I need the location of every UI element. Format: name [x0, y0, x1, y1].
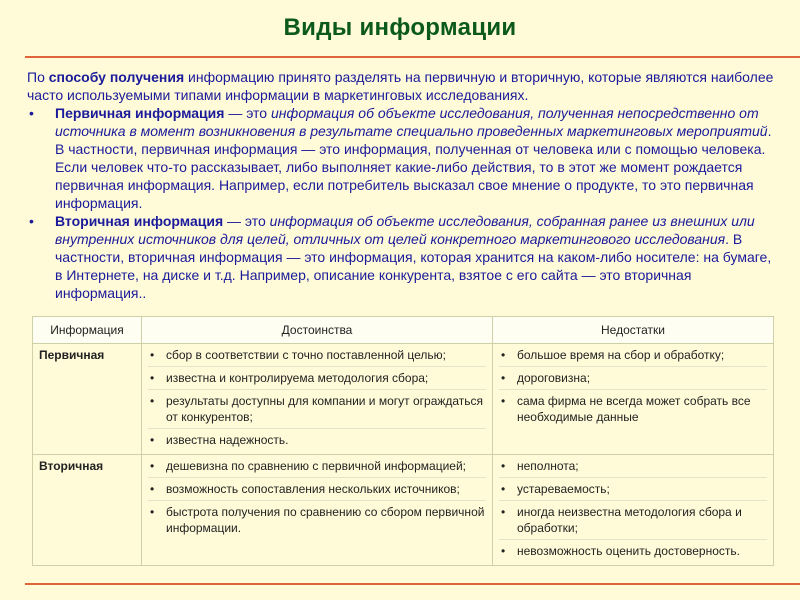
cons-cell: [493, 344, 774, 455]
table-header-row: [33, 317, 774, 344]
list-item: • дешевизна по сравнению с первичной информацией;: [148, 458, 486, 478]
bullet-primary: [27, 104, 779, 212]
table-row: [33, 455, 774, 566]
cons-cell: [493, 455, 774, 566]
intro-rest: информацию принято разделять на первичную и вторичную, которые являются наиболее часто используемыми типами информации в маркетинговых исследованиях.: [27, 69, 774, 103]
list-item: • иногда неизвестна методология сбора и обработки;: [499, 504, 767, 540]
list-item: • дороговизна;: [499, 370, 767, 390]
list-item: • известна надежность.: [148, 432, 486, 451]
list-item: • возможность сопоставления нескольких источников;: [148, 481, 486, 501]
intro-bold: способу получения: [48, 69, 185, 85]
list-item: • устареваемость;: [499, 481, 767, 501]
bullet-term: Вторичная информация: [55, 213, 224, 229]
bullet-definition: информация об объекте исследования, собранная ранее из внешних или внутренних источников для целей, отличных от целей конкретного маркетингового исследования: [55, 213, 755, 247]
comparison-table: [32, 316, 774, 566]
bullet-term: Первичная информация: [55, 105, 225, 121]
bullet-dot: •: [29, 213, 34, 229]
intro-prefix: По: [27, 69, 49, 85]
list-item: • большое время на сбор и обработку;: [499, 347, 767, 367]
pros-cell: [142, 344, 493, 455]
bottom-divider: [25, 583, 800, 585]
list-item: • сама фирма не всегда может собрать все необходимые данные: [499, 393, 767, 428]
top-divider: [25, 56, 800, 58]
bullet-rest: . В частности, первичная информация — это информация, полученная от человека или с помощью человека. Если человек что-то рассказывает, либо выполняет какие-либо действия, то в этот же момент рождается первичная информация. Например, если потребитель высказал свое мнение о продукте, то это первичная информация.: [55, 123, 772, 211]
bullet-dash: — это: [223, 213, 270, 229]
table-row: [33, 344, 774, 455]
page-title: Виды информации: [283, 14, 517, 41]
list-item: • известна и контролируема методология сбора;: [148, 370, 486, 390]
list-item: • сбор в соответствии с точно поставленной целью;: [148, 347, 486, 367]
pros-cell: [142, 455, 493, 566]
list-item: • результаты доступны для компании и могут ограждаться от конкурентов;: [148, 393, 486, 429]
bullet-dash: — это: [224, 105, 271, 121]
bullet-dot: •: [29, 105, 34, 121]
bullet-definition: информация об объекте исследования, полученная непосредственно от источника в момент возникновения в результате специально проведенных маркетинговых мероприятий: [55, 105, 768, 139]
list-item: • быстрота получения по сравнению со сбором первичной информации.: [148, 504, 486, 539]
row-label: Вторичная: [33, 455, 142, 566]
header-pros: Достоинства: [142, 317, 493, 344]
list-item: • неполнота;: [499, 458, 767, 478]
header-info: Информация: [33, 317, 142, 344]
bullet-secondary: [27, 212, 779, 302]
bullet-rest: . В частности, вторичная информация — это информация, которая хранится на каком-либо носителе: на бумаге, в Интернете, на диске и т.д. Например, описание конкурента, взятое с его сайта — это вторичная информация..: [55, 231, 772, 301]
body-text: [27, 68, 779, 302]
intro-paragraph: [27, 68, 779, 104]
header-cons: Недостатки: [493, 317, 774, 344]
list-item: • невозможность оценить достоверность.: [499, 543, 767, 562]
row-label: Первичная: [33, 344, 142, 455]
